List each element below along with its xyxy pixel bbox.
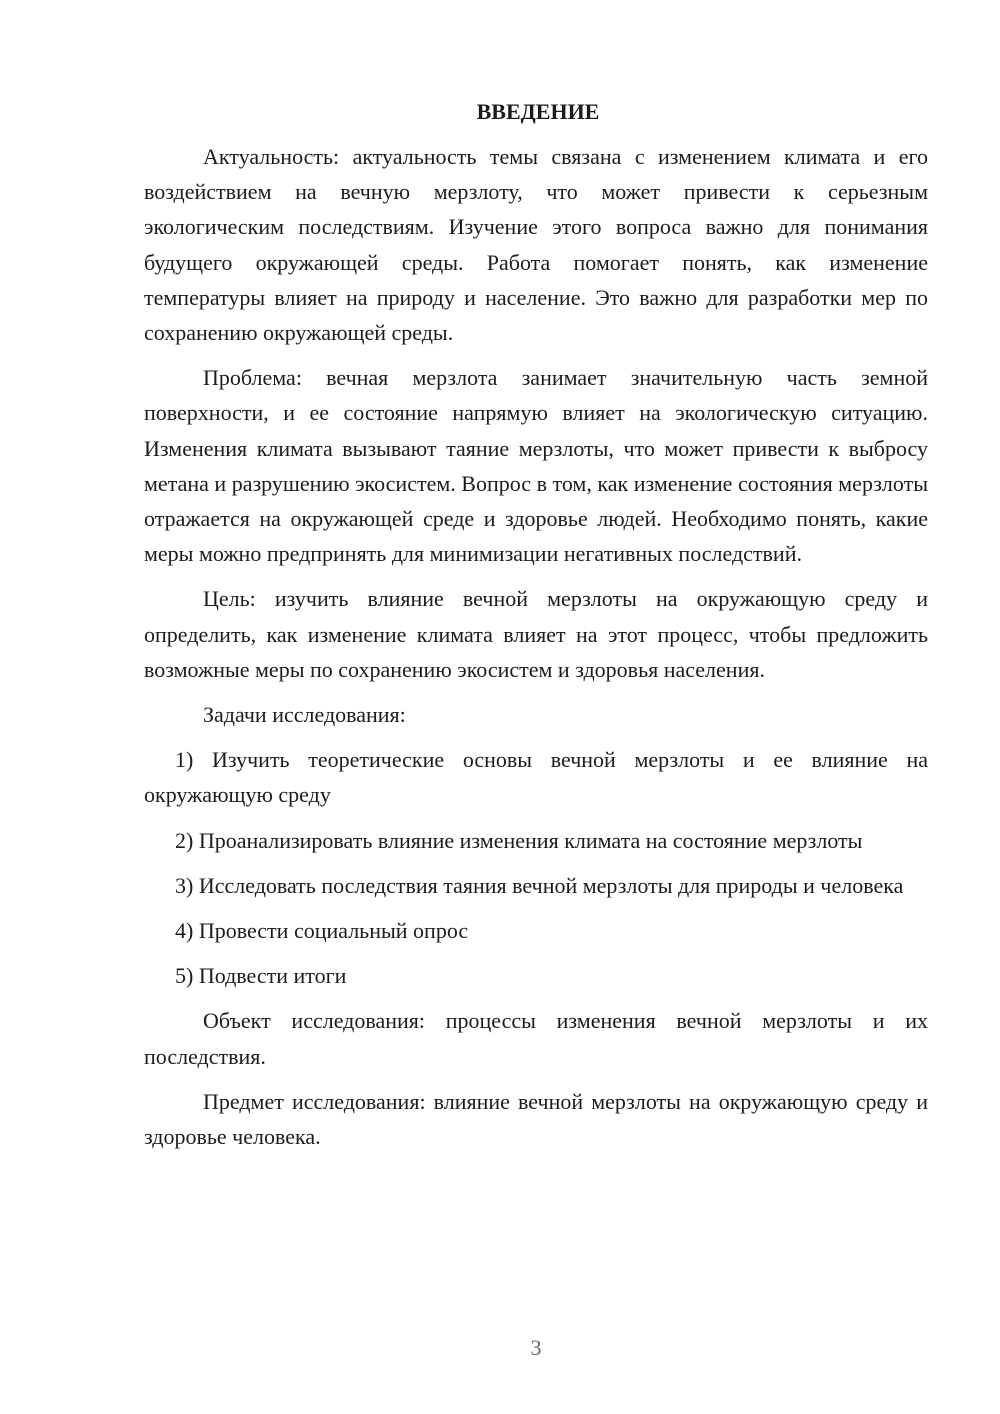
task-item-2: 2) Проанализировать влияние изменения климата на состояние мерзлоты: [175, 827, 863, 853]
task-item-5: 5) Подвести итоги: [175, 963, 347, 989]
goal-paragraph: Цель: изучить влияние вечной мерзлоты на окружающую среду и определить, как изменение климата влияет на этот процесс, чтобы предложить возможные меры по сохранению экосистем и здоровья населения.: [144, 586, 928, 682]
document-page: [144, 94, 928, 1154]
relevance-paragraph: Актуальность: актуальность темы связана с изменением климата и его воздействием на вечную мерзлоту, что может привести к серьезным экологическим последствиям. Изучение этого вопроса важно для понимания будущего окружающей среды. Работа помогает понять, как изменение температуры влияет на природу и население. Это важно для разработки мер по сохранению окружающей среды.: [144, 144, 928, 346]
task-item-3: 3) Исследовать последствия таяния вечной мерзлоты для природы и человека: [175, 872, 904, 898]
section-title: ВВЕДЕНИЕ: [476, 99, 600, 124]
task-item-4: 4) Провести социальный опрос: [175, 918, 469, 944]
page-number: 3: [530, 1335, 542, 1360]
problem-paragraph: Проблема: вечная мерзлота занимает значительную часть земной поверхности, и ее состояние напрямую влияет на экологическую ситуацию. Изменения климата вызывают таяние мерзлоты, что может привести к выбросу метана и разрушению экосистем. Вопрос в том, как изменение состояния мерзлоты отражается на окружающей среде и здоровье людей. Необходимо понять, какие меры можно предпринять для минимизации негативных последствий.: [144, 365, 928, 567]
subject-paragraph: Предмет исследования: влияние вечной мерзлоты на окружающую среду и здоровье человека.: [144, 1088, 928, 1150]
tasks-label: Задачи исследования:: [203, 702, 406, 728]
task-item-1: 1) Изучить теоретические основы вечной мерзлоты и ее влияние на окружающую среду: [144, 747, 928, 808]
object-paragraph: Объект исследования: процессы изменения вечной мерзлоты и их последствия.: [144, 1008, 928, 1069]
